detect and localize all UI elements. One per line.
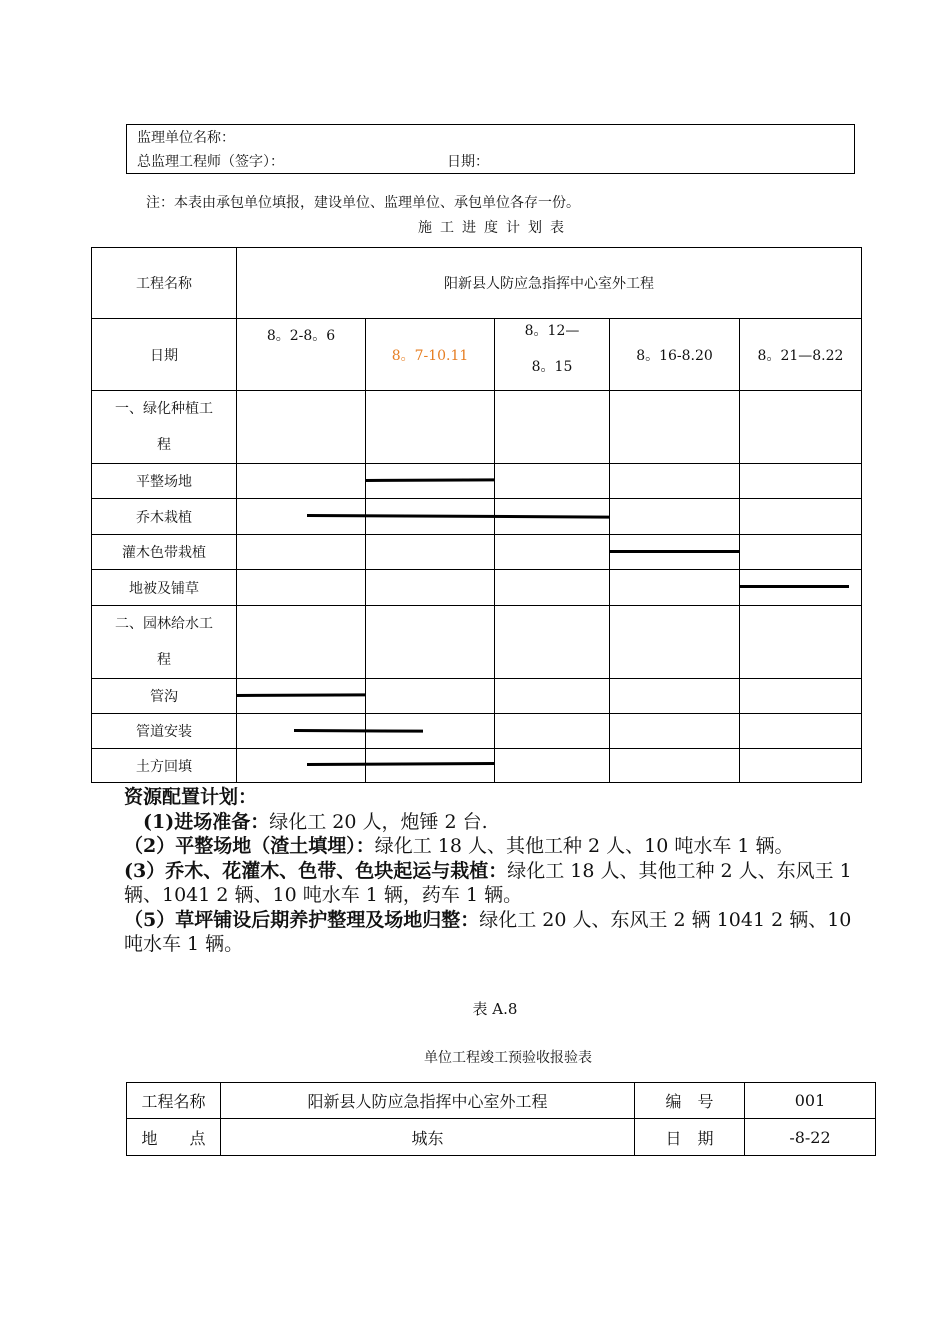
schedule-cell [495, 391, 610, 464]
task-row [92, 679, 862, 714]
schedule-cell [495, 679, 610, 714]
schedule-cell [495, 714, 610, 749]
schedule-cell [366, 606, 495, 679]
task-label: 平整场地 [92, 464, 237, 499]
period-3 [495, 319, 610, 391]
schedule-cell [237, 464, 366, 499]
gantt-bar [365, 478, 494, 482]
task-label-line2: 程 [157, 437, 171, 453]
task-label: 乔木栽植 [92, 499, 237, 535]
schedule-title: 施工进度计划表 [418, 220, 572, 236]
schedule-cell [237, 535, 366, 570]
schedule-cell [610, 714, 740, 749]
acc-location: 城东 [221, 1119, 635, 1156]
project-name-value: 阳新县人防应急指挥中心室外工程 [237, 248, 862, 319]
schedule-cell [495, 464, 610, 499]
schedule-cell [610, 464, 740, 499]
schedule-cell [366, 679, 495, 714]
period-1: 8。2-8。6 [237, 319, 366, 391]
schedule-cell [237, 570, 366, 606]
schedule-cell [610, 499, 740, 535]
schedule-cell [495, 570, 610, 606]
schedule-cell [740, 391, 862, 464]
schedule-cell [610, 749, 740, 783]
task-row [92, 714, 862, 749]
task-row [92, 535, 862, 570]
schedule-cell [495, 606, 610, 679]
acc-project-name: 阳新县人防应急指挥中心室外工程 [221, 1083, 635, 1119]
schedule-cell [740, 714, 862, 749]
schedule-cell [495, 535, 610, 570]
resource-item-4-text: 绿化工 20 人、东风王 2 辆 1041 2 辆、10 吨水车 1 辆。 [124, 908, 852, 955]
period-4: 8。16-8.20 [610, 319, 740, 391]
date-label: 日期 [92, 319, 237, 391]
schedule-cell [740, 679, 862, 714]
resource-item-1-label: (1)进场准备： [143, 810, 270, 833]
schedule-cell [366, 535, 495, 570]
period-3-end: 8。15 [531, 359, 573, 375]
task-label-line2: 程 [157, 652, 171, 668]
task-label: 土方回填 [92, 749, 237, 783]
schedule-cell [610, 679, 740, 714]
task-row [92, 749, 862, 783]
task-label: 管沟 [92, 679, 237, 714]
resource-item-4-label: （5）草坪铺设后期养护整理及场地归整： [124, 908, 480, 931]
task-label-line1: 二、园林给水工 [115, 616, 213, 632]
table-a8-label: 表 A.8 [472, 1000, 518, 1018]
schedule-cell [740, 499, 862, 535]
acc-location-label: 地 点 [127, 1119, 221, 1156]
schedule-cell [237, 391, 366, 464]
schedule-cell [610, 570, 740, 606]
form-note: 注：本表由承包单位填报，建设单位、监理单位、承包单位各存一份。 [146, 195, 580, 211]
task-label-line1: 一、绿化种植工 [115, 401, 213, 417]
project-name-label: 工程名称 [92, 248, 237, 319]
schedule-cell [366, 570, 495, 606]
schedule-cell [740, 606, 862, 679]
schedule-cell [495, 749, 610, 783]
acc-date: -8-22 [745, 1119, 876, 1156]
chief-engineer-label: 总监理工程师（签字）： [137, 154, 284, 170]
task-row [92, 391, 862, 464]
resource-item-2-label: （2）平整场地（渣土填埋）： [124, 835, 375, 857]
task-label: 管道安装 [92, 714, 237, 749]
gantt-bar [609, 550, 739, 553]
schedule-cell [740, 535, 862, 570]
schedule-cell [610, 606, 740, 679]
schedule-cell [610, 391, 740, 464]
task-label [92, 606, 237, 679]
acc-number-label: 编 号 [635, 1083, 745, 1119]
supervision-unit-label: 监理单位名称： [137, 130, 235, 146]
period-5: 8。21—8.22 [740, 319, 862, 391]
task-label: 灌木色带栽植 [92, 535, 237, 570]
supervision-box [126, 124, 855, 174]
gantt-bar [294, 729, 423, 733]
period-3-start: 8。12— [524, 323, 580, 339]
resource-plan [124, 785, 854, 957]
resource-heading: 资源配置计划： [124, 786, 258, 808]
gantt-bar [739, 585, 849, 588]
task-label [92, 391, 237, 464]
resource-item-1-text: 绿化工 20 人，炮锤 2 台. [269, 810, 488, 833]
acc-number: 001 [745, 1083, 876, 1119]
schedule-cell [740, 464, 862, 499]
supervision-date-label: 日期： [447, 154, 489, 170]
acceptance-table [126, 1082, 876, 1156]
schedule-cell [740, 749, 862, 783]
resource-item-3-text: 绿化工 18 人、其他工种 2 人、东风王 1 辆、1041 2 辆、10 吨水车 1 辆，药车 1 辆。 [124, 859, 852, 906]
acceptance-title: 单位工程竣工预验收报验表 [424, 1050, 592, 1066]
resource-item-3-label: (3）乔木、花灌木、色带、色块起运与栽植： [124, 859, 508, 882]
acc-project-label: 工程名称 [127, 1083, 221, 1119]
gantt-bar [236, 693, 365, 697]
acc-date-label: 日 期 [635, 1119, 745, 1156]
task-row [92, 606, 862, 679]
resource-item-2-text: 绿化工 18 人、其他工种 2 人、10 吨水车 1 辆。 [374, 835, 794, 857]
period-2: 8。7-10.11 [366, 319, 495, 391]
task-label: 地被及铺草 [92, 570, 237, 606]
schedule-cell [237, 606, 366, 679]
schedule-cell [366, 391, 495, 464]
